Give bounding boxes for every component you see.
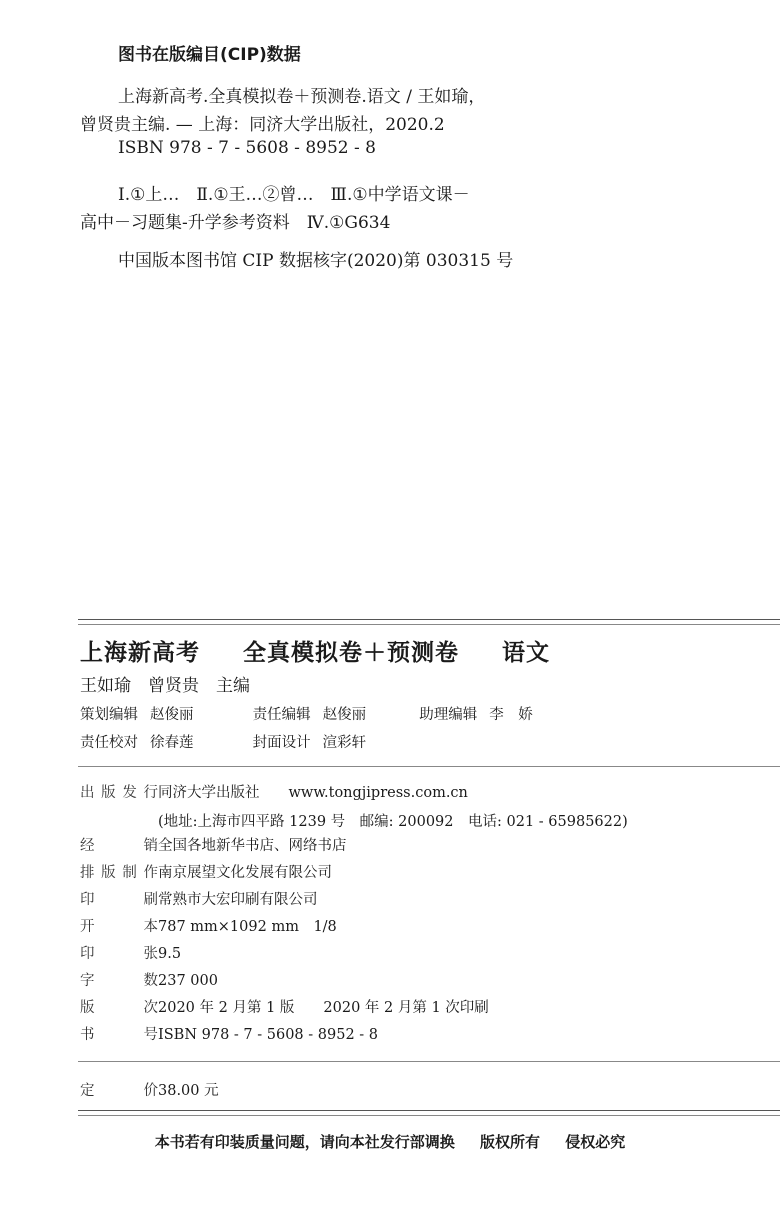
- divider-bottom-2: [78, 1115, 780, 1116]
- book-title-part-2: 全真模拟卷＋预测卷: [243, 640, 460, 666]
- staff-cover-designer: [253, 731, 367, 752]
- pub-value: 237 000: [158, 973, 218, 989]
- divider-middle: [78, 766, 780, 767]
- pub-value: 2020 年 2 月第 1 版 2020 年 2 月第 1 次印刷: [158, 1000, 489, 1016]
- pub-value: 常熟市大宏印刷有限公司: [158, 892, 318, 908]
- pub-label: 定价: [80, 1083, 158, 1099]
- cip-line-record-number: 中国版本图书馆 CIP 数据核字(2020)第 030315 号: [118, 251, 514, 271]
- divider-top-2: [78, 624, 780, 625]
- divider-bottom-1: [78, 1110, 780, 1111]
- infringement-notice: 侵权必究: [565, 1133, 626, 1151]
- pub-row-publisher: [80, 782, 468, 804]
- pub-label: 排版制作: [80, 865, 158, 881]
- staff-role: 责任校对: [80, 735, 138, 751]
- cip-line-publisher: 曾贤贵主编. — 上海：同济大学出版社，2020.2: [80, 115, 445, 135]
- staff-role: 封面设计: [252, 735, 311, 751]
- rights-reserved: 版权所有: [479, 1133, 540, 1151]
- staff-responsible-editor: [253, 703, 415, 724]
- staff-name: 赵俊丽: [150, 707, 194, 723]
- pub-value: ISBN 978 - 7 - 5608 - 8952 - 8: [158, 1027, 379, 1043]
- pub-label: 印刷: [80, 892, 158, 908]
- quality-note: 本书若有印装质量问题，请向本社发行部调换: [154, 1133, 455, 1151]
- staff-role: 策划编辑: [80, 707, 138, 723]
- cip-line-isbn: ISBN 978 - 7 - 5608 - 8952 - 8: [118, 138, 376, 158]
- pub-value: 南京展望文化发展有限公司: [158, 865, 332, 881]
- pub-label: 版次: [80, 1000, 158, 1016]
- staff-name: 渲彩轩: [322, 735, 367, 751]
- pub-value: 787 mm×1092 mm 1/8: [158, 919, 337, 935]
- staff-row-1: [80, 703, 533, 724]
- pub-row-printing: [80, 889, 318, 911]
- staff-name: 徐春莲: [150, 735, 194, 751]
- staff-proofreader: [80, 731, 248, 752]
- footer-notice: [0, 1131, 780, 1152]
- book-title: [80, 634, 550, 667]
- pub-row-isbn: [80, 1024, 378, 1046]
- pub-label: 开本: [80, 919, 158, 935]
- pub-value: 全国各地新华书店、网络书店: [158, 838, 347, 854]
- pub-value: 同济大学出版社 www.tongjipress.com.cn: [158, 785, 468, 801]
- pub-row-typesetting: [80, 862, 332, 884]
- pub-label: 书号: [80, 1027, 158, 1043]
- staff-name: 赵俊丽: [322, 707, 367, 723]
- cip-line-classification-2: 高中－习题集-升学参考资料 Ⅳ.①G634: [80, 213, 391, 233]
- pub-row-edition: [80, 997, 489, 1019]
- pub-label: 出版发行: [80, 785, 158, 801]
- pub-value: 38.00 元: [158, 1083, 219, 1099]
- book-title-part-1: 上海新高考: [80, 640, 200, 666]
- pub-value: 9.5: [158, 946, 182, 962]
- staff-role: 责任编辑: [252, 707, 311, 723]
- staff-role: 助理编辑: [419, 707, 478, 723]
- pub-row-wordcount: [80, 970, 218, 992]
- pub-row-sheets: [80, 943, 181, 965]
- pub-label: 印张: [80, 946, 158, 962]
- staff-assistant-editor: [419, 703, 533, 724]
- divider-price: [78, 1061, 780, 1062]
- pub-label: 字数: [80, 973, 158, 989]
- staff-name: 李 娇: [489, 707, 533, 723]
- staff-planning-editor: [80, 703, 248, 724]
- pub-row-format: [80, 916, 337, 938]
- pub-row-distribution: [80, 835, 347, 857]
- pub-label: 经销: [80, 838, 158, 854]
- divider-top-1: [78, 619, 780, 620]
- pub-address: (地址:上海市四平路 1239 号 邮编: 200092 电话: 021 - 65985622): [158, 814, 628, 830]
- book-authors: 王如瑜 曾贤贵 主编: [80, 676, 250, 696]
- cip-line-title: 上海新高考.全真模拟卷＋预测卷.语文 / 王如瑜，: [118, 87, 486, 107]
- cip-heading: 图书在版编目(CIP)数据: [118, 45, 301, 65]
- pub-row-price: [80, 1080, 219, 1102]
- book-title-part-3: 语文: [502, 640, 551, 666]
- cip-line-classification-1: Ⅰ.①上… Ⅱ.①王…②曾… Ⅲ.①中学语文课－: [118, 185, 470, 205]
- staff-row-2: [80, 731, 366, 752]
